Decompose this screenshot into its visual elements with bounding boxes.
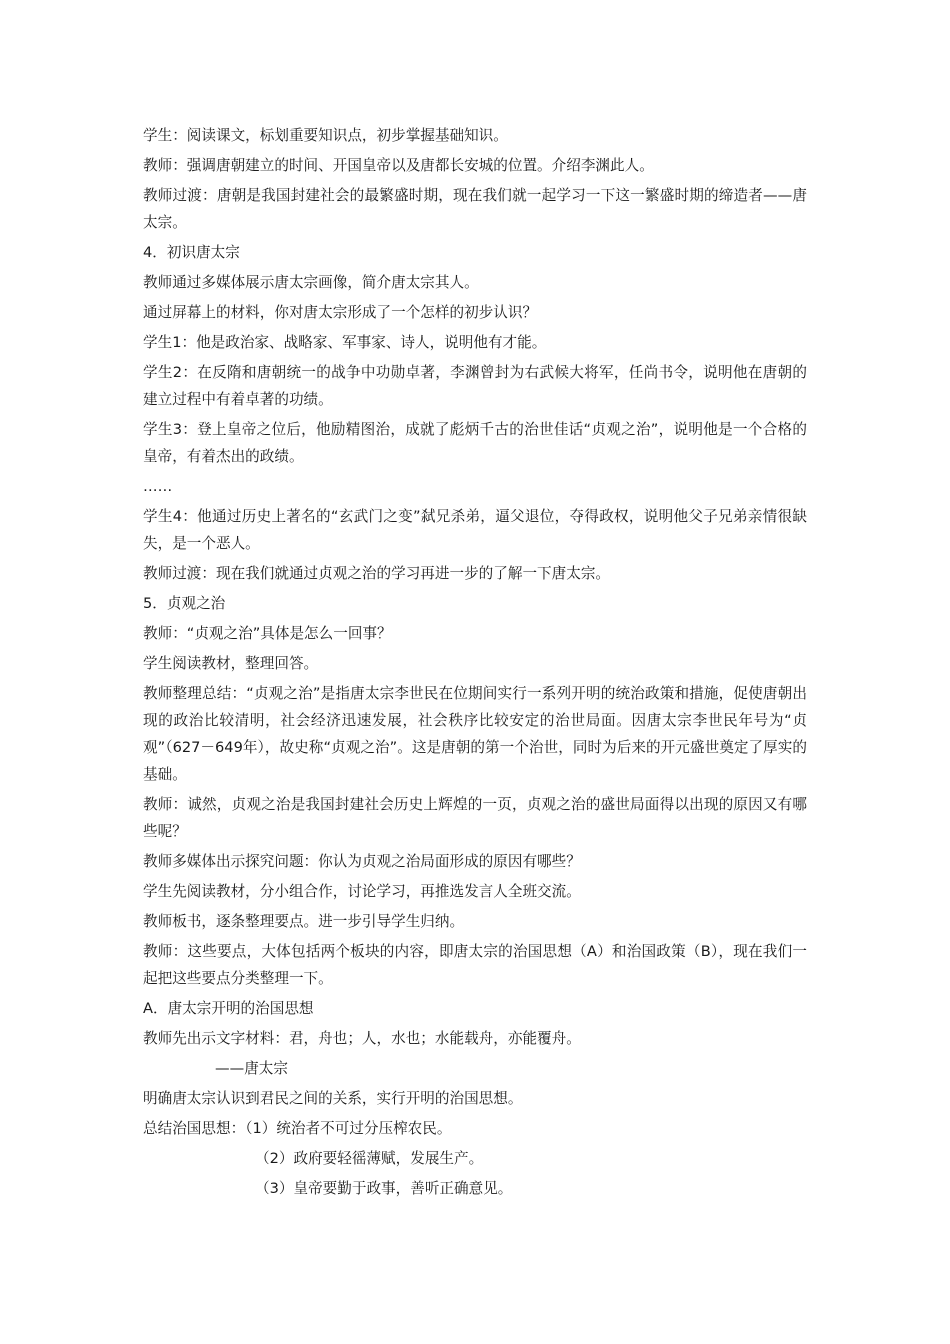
paragraph: 学生先阅读教材，分小组合作，讨论学习，再推选发言人全班交流。 [143, 883, 581, 900]
paragraph: 教师：诚然，贞观之治是我国封建社会历史上辉煌的一页，贞观之治的盛世局面得以出现的原因又有哪些呢？ [143, 796, 807, 840]
subsection-heading: A．唐太宗开明的治国思想 [143, 1000, 314, 1017]
paragraph: 教师：这些要点，大体包括两个板块的内容，即唐太宗的治国思想（A）和治国政策（B），现在我们一起把这些要点分类整理一下。 [143, 943, 807, 987]
paragraph: 学生4：他通过历史上著名的“玄武门之变”弑兄杀弟，逼父退位，夺得政权，说明他父子兄弟亲情很缺失，是一个恶人。 [143, 508, 807, 552]
paragraph: 学生：阅读课文，标划重要知识点，初步掌握基础知识。 [143, 127, 508, 144]
paragraph: 学生3：登上皇帝之位后，他励精图治，成就了彪炳千古的治世佳话“贞观之治”，说明他是一个合格的皇帝，有着杰出的政绩。 [143, 421, 807, 465]
paragraph: 教师板书，逐条整理要点。进一步引导学生归纳。 [143, 913, 465, 930]
paragraph: 学生2：在反隋和唐朝统一的战争中功勋卓著，李渊曾封为右武候大将军，任尚书令，说明他在唐朝的建立过程中有着卓著的功绩。 [143, 364, 807, 408]
paragraph: 教师过渡：唐朝是我国封建社会的最繁盛时期，现在我们就一起学习一下这一繁盛时期的缔造者——唐太宗。 [143, 187, 807, 231]
paragraph: 明确唐太宗认识到君民之间的关系，实行开明的治国思想。 [143, 1090, 523, 1107]
paragraph: 教师整理总结：“贞观之治”是指唐太宗李世民在位期间实行一系列开明的统治政策和措施，促使唐朝出现的政治比较清明，社会经济迅速发展，社会秩序比较安定的治世局面。因唐太宗李世民年号为“贞观”（627－649年），故史称“贞观之治”。这是唐朝的第一个治世，同时为后来的开元盛世奠定了厚实的基础。 [143, 685, 807, 783]
paragraph: 学生1：他是政治家、战略家、军事家、诗人，说明他有才能。 [143, 334, 547, 351]
list-item: （2）政府要轻徭薄赋，发展生产。 [255, 1150, 484, 1167]
paragraph: 教师过渡：现在我们就通过贞观之治的学习再进一步的了解一下唐太宗。 [143, 565, 611, 582]
list-item: 总结治国思想：（1）统治者不可过分压榨农民。 [143, 1120, 452, 1137]
list-item: （3）皇帝要勤于政事，善听正确意见。 [255, 1180, 513, 1197]
paragraph: 教师先出示文字材料：君，舟也；人，水也；水能载舟，亦能覆舟。 [143, 1030, 581, 1047]
paragraph: 教师：“贞观之治”具体是怎么一回事？ [143, 625, 392, 642]
document-page [143, 122, 807, 1202]
paragraph: 教师通过多媒体展示唐太宗画像，简介唐太宗其人。 [143, 274, 479, 291]
ellipsis: …… [143, 478, 173, 495]
paragraph: 通过屏幕上的材料，你对唐太宗形成了一个怎样的初步认识？ [143, 304, 538, 321]
paragraph: 教师多媒体出示探究问题：你认为贞观之治局面形成的原因有哪些？ [143, 853, 581, 870]
quote-attribution: ——唐太宗 [215, 1060, 288, 1077]
paragraph: 学生阅读教材，整理回答。 [143, 655, 319, 672]
paragraph: 教师：强调唐朝建立的时间、开国皇帝以及唐都长安城的位置。介绍李渊此人。 [143, 157, 654, 174]
section-heading: 4．初识唐太宗 [143, 244, 240, 261]
section-heading: 5．贞观之治 [143, 595, 226, 612]
